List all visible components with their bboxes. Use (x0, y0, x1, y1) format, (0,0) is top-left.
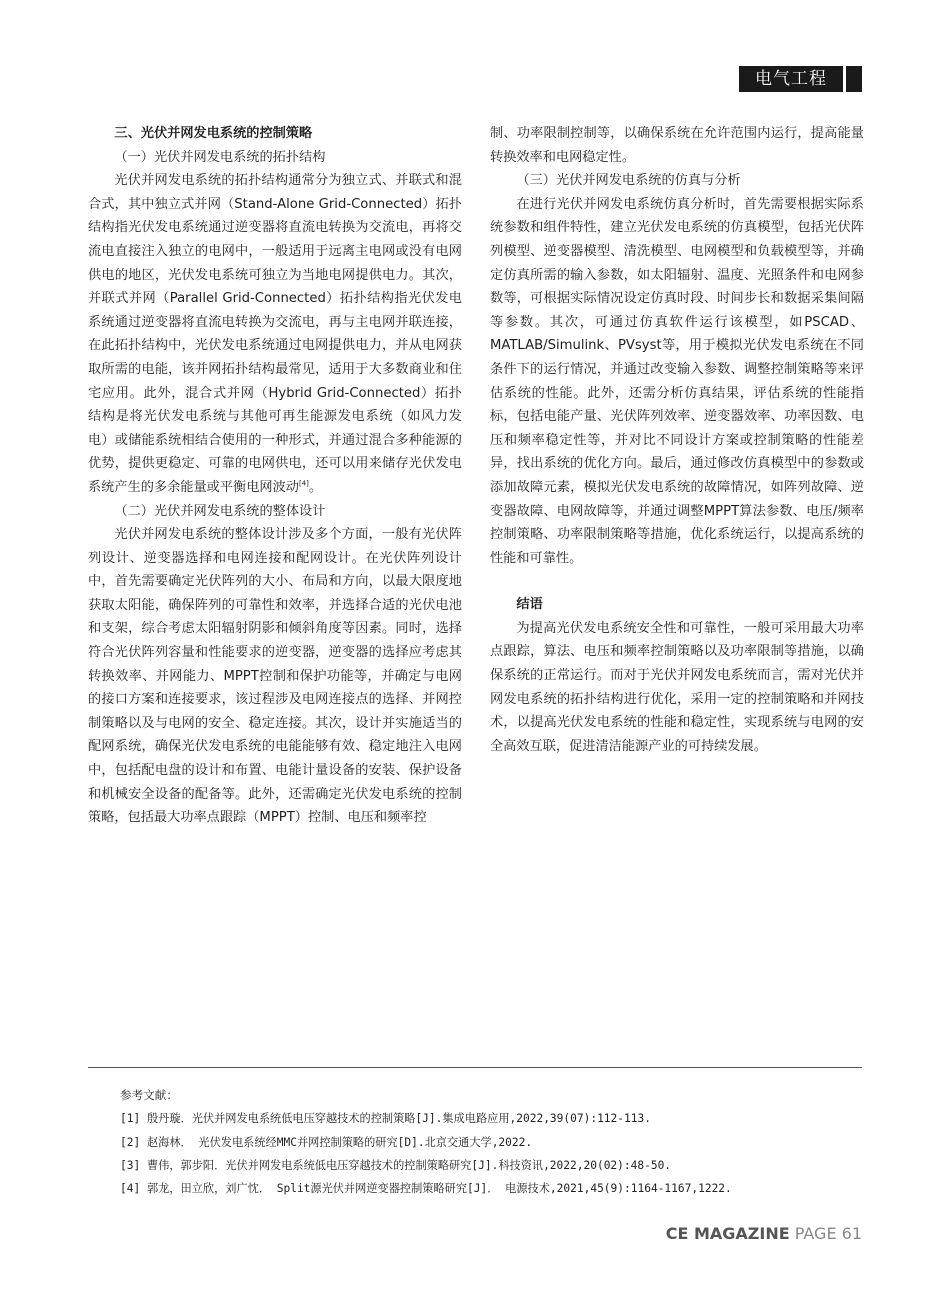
reference-item: [4] 郭龙，田立欣，刘广忱． Split源光伏并网逆变器控制策略研究[J]． 电源技术,2021,45(9):1164-1167,1222. (120, 1182, 732, 1196)
references (120, 1084, 860, 1200)
paragraph-topology (88, 169, 462, 499)
references-title: 参考文献： (120, 1088, 178, 1102)
paragraph-conclusion: 为提高光伏发电系统安全性和可靠性，一般可采用最大功率点跟踪，算法、电压和频率控制策略以及功率限制等措施，以确保系统的正常运行。而对于光伏并网发电系统而言，需对光伏并网发电系统的拓扑结构进行优化，采用一定的控制策略和并网技术，以提高光伏发电系统的性能和稳定性，实现系统与电网的安全高效互联，促进清洁能源产业的可持续发展。 (490, 620, 864, 754)
subsection-heading-simulation: （三）光伏并网发电系统的仿真与分析 (516, 173, 741, 189)
section-tag: 电气工程 (739, 66, 843, 92)
paragraph-simulation: 在进行光伏并网发电系统仿真分析时，首先需要根据实际系统参数和组件特性，建立光伏发电系统的仿真模型，包括光伏阵列模型、逆变器模型、清洗模型、电网模型和负载模型等，并确定仿真所需的输入参数，如太阳辐射、温度、光照条件和电网参数等，可根据实际情况设定仿真时段、时间步长和数据采集间隔等参数。其次，可通过仿真软件运行该模型，如PSCAD、MATLAB/Simulink、PVsyst等，用于模拟光伏发电系统在不同条件下的运行情况，并通过改变输入参数、调整控制策略等来评估系统的性能。此外，还需分析仿真结果，评估系统的性能指标，包括电能产量、光伏阵列效率、逆变器效率、功率因数、电压和频率稳定性等，并对比不同设计方案或控制策略的性能差异，找出系统的优化方向。最后，通过修改仿真模型中的参数或添加故障元素，模拟光伏发电系统的故障情况，如阵列故障、逆变器故障、电网故障等，并通过调整MPPT算法参数、电压/频率控制策略、功率限制策略等措施，优化系统运行，以提高系统的性能和可靠性。 (490, 196, 864, 566)
reference-item: [3] 曹伟，郭步阳．光伏并网发电系统低电压穿越技术的控制策略研究[J].科技资讯,2022,20(02):48-50. (120, 1158, 672, 1172)
paragraph-topology-text: 光伏并网发电系统的拓扑结构通常分为独立式、并联式和混合式，其中独立式并网（Stand-Alone Grid-Connected）拓扑结构指光伏发电系统通过逆变器将直流电转换为交流电，再将交流电直接注入独立的电网中，一般适用于远离主电网或没有电网供电的地区，光伏发电系统可独立为当地电网提供电力。其次，并联式并网（Parallel Grid-Connected）拓扑结构指光伏发电系统通过逆变器将直流电转换为交流电，再与主电网并联连接，在此拓扑结构中，光伏发电系统通过电网提供电力，并从电网获取所需的电能，该并网拓扑结构最常见，适用于大多数商业和住宅应用。此外，混合式并网（Hybrid Grid-Connected）拓扑结构是将光伏发电系统与其他可再生能源发电系统（如风力发电）或储能系统相结合使用的一种形式，并通过混合多种能源的优势，提供更稳定、可靠的电网供电，还可以用来储存光伏发电系统产生的多余能量或平衡电网波动 (88, 173, 462, 495)
subsection-heading-topology: （一）光伏并网发电系统的拓扑结构 (114, 149, 326, 165)
right-column (490, 122, 864, 758)
spacer (490, 570, 864, 593)
paragraph-design-continued: 制、功率限制控制等，以确保系统在允许范围内运行，提高能量转换效率和电网稳定性。 (490, 126, 864, 165)
paragraph-design: 光伏并网发电系统的整体设计涉及多个方面，一般有光伏阵列设计、逆变器选择和电网连接和配网设计。在光伏阵列设计中，首先需要确定光伏阵列的大小、布局和方向，以最大限度地获取太阳能，确保阵列的可靠性和效率，并选择合适的光伏电池和支架，综合考虑太阳辐射阴影和倾斜角度等因素。同时，选择符合光伏阵列容量和性能要求的逆变器，逆变器的选择应考虑其转换效率、并网能力、MPPT控制和保护功能等，并确定与电网的接口方案和连接要求，该过程涉及电网连接点的选择、并网控制策略以及与电网的安全、稳定连接。其次，设计并实施适当的配网系统，确保光伏发电系统的电能能够有效、稳定地注入电网中，包括配电盘的设计和布置、电能计量设备的安装、保护设备和机械安全设备的配备等。此外，还需确定光伏发电系统的控制策略，包括最大功率点跟踪（MPPT）控制、电压和频率控 (88, 527, 462, 826)
page-number: PAGE 61 (794, 1224, 862, 1243)
section-tag-bar (846, 66, 862, 92)
subsection-heading-design: （二）光伏并网发电系统的整体设计 (114, 503, 326, 519)
references-divider (88, 1067, 862, 1068)
reference-item: [1] 殷丹璇．光伏并网发电系统低电压穿越技术的控制策略[J].集成电路应用,2022,39(07):112-113. (120, 1112, 651, 1126)
reference-item: [2] 赵海林． 光伏发电系统经MMC并网控制策略的研究[D].北京交通大学,2022. (120, 1135, 533, 1149)
page-footer (600, 1224, 862, 1244)
citation-4: [4] (299, 479, 309, 488)
magazine-name: CE MAGAZINE (665, 1224, 790, 1243)
paragraph-topology-end: 。 (308, 479, 323, 495)
section-heading: 三、光伏并网发电系统的控制策略 (114, 126, 313, 141)
left-column (88, 122, 462, 830)
conclusion-heading: 结语 (516, 597, 543, 613)
